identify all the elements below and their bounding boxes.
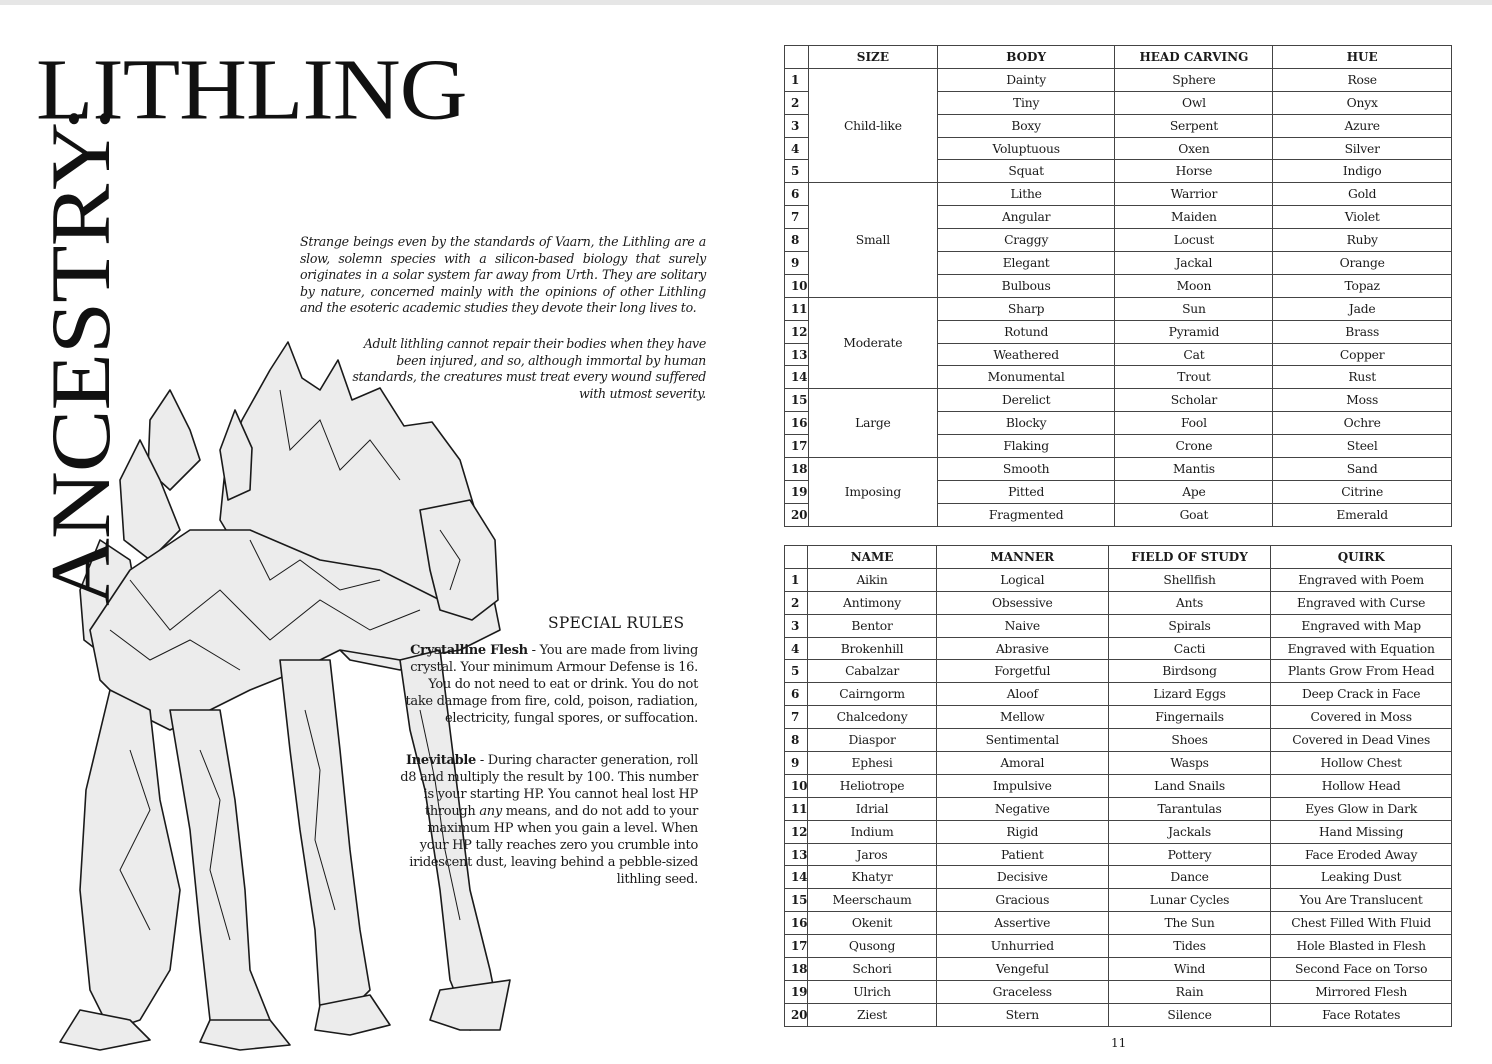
manner-cell: Rigid: [936, 820, 1108, 843]
quirk-cell: Second Face on Torso: [1271, 958, 1452, 981]
body-cell: Squat: [937, 160, 1115, 183]
table-header-cell: QUIRK: [1271, 546, 1452, 569]
name-cell: Antimony: [808, 591, 936, 614]
field-of-study-cell: Wind: [1108, 958, 1271, 981]
row-number: 14: [785, 366, 809, 389]
row-number: 17: [785, 935, 808, 958]
manner-cell: Graceless: [936, 980, 1108, 1003]
name-cell: Bentor: [808, 614, 936, 637]
head-carving-cell: Locust: [1115, 229, 1273, 252]
head-carving-cell: Crone: [1115, 435, 1273, 458]
row-number: 3: [785, 114, 809, 137]
row-number: 12: [785, 320, 809, 343]
body-cell: Angular: [937, 206, 1115, 229]
row-number: 9: [785, 252, 809, 275]
table-row: [785, 183, 1452, 206]
field-of-study-cell: Rain: [1108, 980, 1271, 1003]
body-cell: Fragmented: [937, 503, 1115, 526]
head-carving-cell: Maiden: [1115, 206, 1273, 229]
head-carving-cell: Cat: [1115, 343, 1273, 366]
quirk-cell: Engraved with Map: [1271, 614, 1452, 637]
quirk-cell: Plants Grow From Head: [1271, 660, 1452, 683]
table-header-cell: MANNER: [936, 546, 1108, 569]
top-bar: [0, 0, 1492, 5]
table-row: [785, 614, 1452, 637]
table-header-cell: HUE: [1273, 46, 1452, 69]
head-carving-cell: Ape: [1115, 480, 1273, 503]
hue-cell: Citrine: [1273, 480, 1452, 503]
head-carving-cell: Scholar: [1115, 389, 1273, 412]
row-number: 13: [785, 843, 808, 866]
manner-cell: Amoral: [936, 752, 1108, 775]
quirk-cell: Hollow Head: [1271, 774, 1452, 797]
manner-cell: Aloof: [936, 683, 1108, 706]
field-of-study-cell: Tarantulas: [1108, 797, 1271, 820]
hue-cell: Topaz: [1273, 274, 1452, 297]
body-cell: Tiny: [937, 91, 1115, 114]
intro-paragraph: Strange beings even by the standards of Vaarn, the Lithling are a slow, solemn species with a silicon-based biology that surely originates in a solar system far away from Urth. They are solitary by nature, concerned mainly with the opinions of other Lithling and the esoteric academic studies they devote their long lives to.: [300, 234, 706, 315]
table-header-cell: HEAD CARVING: [1115, 46, 1273, 69]
body-cell: Lithe: [937, 183, 1115, 206]
name-cell: Ziest: [808, 1003, 936, 1026]
row-number: 20: [785, 503, 809, 526]
rule-inevitable-text-b: means, and do not add to your maximum HP when you gain a level. When your HP tally reaches zero you crumble into iridescent dust, leaving behind a pebble-sized lithling seed.: [409, 804, 698, 887]
intro-paragraph-2: Adult lithling cannot repair their bodies when they have been injured, and so, although immortal by human standards, the creatures must treat every wound suffered with utmost severity.: [352, 336, 706, 401]
table-row: [785, 866, 1452, 889]
table-header-cell: [785, 546, 808, 569]
row-number: 10: [785, 774, 808, 797]
size-cell: Large: [808, 389, 937, 458]
table-row: [785, 68, 1452, 91]
head-carving-cell: Trout: [1115, 366, 1273, 389]
name-cell: Qusong: [808, 935, 936, 958]
body-cell: Craggy: [937, 229, 1115, 252]
manner-cell: Patient: [936, 843, 1108, 866]
body-cell: Elegant: [937, 252, 1115, 275]
row-number: 13: [785, 343, 809, 366]
row-number: 19: [785, 480, 809, 503]
body-cell: Rotund: [937, 320, 1115, 343]
manner-cell: Assertive: [936, 912, 1108, 935]
head-carving-cell: Sun: [1115, 297, 1273, 320]
row-number: 9: [785, 752, 808, 775]
rule-crystalline-title: Crystalline Flesh: [410, 643, 528, 658]
head-carving-cell: Fool: [1115, 412, 1273, 435]
row-number: 11: [785, 797, 808, 820]
hue-cell: Moss: [1273, 389, 1452, 412]
rule-inevitable-text-a: - During character generation, roll d8 and multiply the result by 100. This number is your starting HP. You cannot heal lost HP through: [400, 753, 698, 819]
quirk-cell: Covered in Dead Vines: [1271, 729, 1452, 752]
field-of-study-cell: Fingernails: [1108, 706, 1271, 729]
table-row: [785, 683, 1452, 706]
manner-cell: Obsessive: [936, 591, 1108, 614]
size-cell: Small: [808, 183, 937, 297]
head-carving-cell: Mantis: [1115, 458, 1273, 481]
hue-cell: Jade: [1273, 297, 1452, 320]
name-cell: Aikin: [808, 568, 936, 591]
name-cell: Chalcedony: [808, 706, 936, 729]
body-cell: Dainty: [937, 68, 1115, 91]
quirk-cell: Engraved with Curse: [1271, 591, 1452, 614]
manner-cell: Vengeful: [936, 958, 1108, 981]
table-row: [785, 568, 1452, 591]
table-row: [785, 820, 1452, 843]
quirk-cell: Eyes Glow in Dark: [1271, 797, 1452, 820]
hue-cell: Rust: [1273, 366, 1452, 389]
hue-cell: Ruby: [1273, 229, 1452, 252]
rule-crystalline-text: - You are made from living crystal. Your minimum Armour Defense is 16. You do not need to eat or drink. You do not take damage from fire, cold, poison, radiation, electricity, fungal spores, or suffocation.: [405, 643, 698, 726]
table-row: [785, 706, 1452, 729]
field-of-study-cell: Spirals: [1108, 614, 1271, 637]
row-number: 4: [785, 137, 809, 160]
quirk-cell: Covered in Moss: [1271, 706, 1452, 729]
special-rules-heading: SPECIAL RULES: [548, 614, 685, 632]
field-of-study-cell: The Sun: [1108, 912, 1271, 935]
manner-cell: Naive: [936, 614, 1108, 637]
name-cell: Cairngorm: [808, 683, 936, 706]
name-cell: Jaros: [808, 843, 936, 866]
field-of-study-cell: Ants: [1108, 591, 1271, 614]
row-number: 1: [785, 568, 808, 591]
hue-cell: Onyx: [1273, 91, 1452, 114]
quirk-cell: Face Rotates: [1271, 1003, 1452, 1026]
row-number: 15: [785, 389, 809, 412]
row-number: 3: [785, 614, 808, 637]
row-number: 17: [785, 435, 809, 458]
row-number: 14: [785, 866, 808, 889]
field-of-study-cell: Dance: [1108, 866, 1271, 889]
manner-cell: Impulsive: [936, 774, 1108, 797]
body-cell: Blocky: [937, 412, 1115, 435]
quirk-cell: You Are Translucent: [1271, 889, 1452, 912]
manner-cell: Unhurried: [936, 935, 1108, 958]
field-of-study-cell: Tides: [1108, 935, 1271, 958]
quirk-cell: Deep Crack in Face: [1271, 683, 1452, 706]
hue-cell: Steel: [1273, 435, 1452, 458]
manner-cell: Mellow: [936, 706, 1108, 729]
row-number: 8: [785, 729, 808, 752]
row-number: 18: [785, 458, 809, 481]
hue-cell: Rose: [1273, 68, 1452, 91]
table-row: [785, 889, 1452, 912]
hue-cell: Silver: [1273, 137, 1452, 160]
quirk-cell: Leaking Dust: [1271, 866, 1452, 889]
body-cell: Derelict: [937, 389, 1115, 412]
body-cell: Weathered: [937, 343, 1115, 366]
quirk-cell: Engraved with Poem: [1271, 568, 1452, 591]
table-row: [785, 912, 1452, 935]
name-cell: Idrial: [808, 797, 936, 820]
row-number: 16: [785, 412, 809, 435]
head-carving-cell: Serpent: [1115, 114, 1273, 137]
table-row: [785, 1003, 1452, 1026]
rule-crystalline-flesh: [400, 642, 698, 727]
rule-inevitable-emph: any: [479, 804, 502, 819]
field-of-study-cell: Pottery: [1108, 843, 1271, 866]
head-carving-cell: Pyramid: [1115, 320, 1273, 343]
head-carving-cell: Sphere: [1115, 68, 1273, 91]
field-of-study-cell: Cacti: [1108, 637, 1271, 660]
row-number: 7: [785, 706, 808, 729]
head-carving-cell: Owl: [1115, 91, 1273, 114]
name-cell: Brokenhill: [808, 637, 936, 660]
title-ancestry: ANCESTRY:: [34, 106, 128, 606]
name-cell: Indium: [808, 820, 936, 843]
appearance-table: [784, 45, 1452, 527]
table-row: [785, 297, 1452, 320]
hue-cell: Emerald: [1273, 503, 1452, 526]
row-number: 1: [785, 68, 809, 91]
head-carving-cell: Moon: [1115, 274, 1273, 297]
head-carving-cell: Jackal: [1115, 252, 1273, 275]
head-carving-cell: Oxen: [1115, 137, 1273, 160]
row-number: 6: [785, 183, 809, 206]
quirk-cell: Mirrored Flesh: [1271, 980, 1452, 1003]
personality-table: [784, 545, 1452, 1027]
name-cell: Ulrich: [808, 980, 936, 1003]
head-carving-cell: Goat: [1115, 503, 1273, 526]
table-row: [785, 591, 1452, 614]
body-cell: Pitted: [937, 480, 1115, 503]
rule-inevitable-title: Inevitable: [405, 753, 476, 768]
field-of-study-cell: Shoes: [1108, 729, 1271, 752]
row-number: 4: [785, 637, 808, 660]
personality-table-header: [785, 546, 1452, 569]
manner-cell: Abrasive: [936, 637, 1108, 660]
name-cell: Heliotrope: [808, 774, 936, 797]
body-cell: Bulbous: [937, 274, 1115, 297]
field-of-study-cell: Wasps: [1108, 752, 1271, 775]
body-cell: Voluptuous: [937, 137, 1115, 160]
field-of-study-cell: Lunar Cycles: [1108, 889, 1271, 912]
name-cell: Diaspor: [808, 729, 936, 752]
name-cell: Cabalzar: [808, 660, 936, 683]
field-of-study-cell: Lizard Eggs: [1108, 683, 1271, 706]
name-cell: Okenit: [808, 912, 936, 935]
hue-cell: Brass: [1273, 320, 1452, 343]
table-row: [785, 389, 1452, 412]
row-number: 10: [785, 274, 809, 297]
title-lithling: LITHLING: [36, 42, 467, 138]
manner-cell: Gracious: [936, 889, 1108, 912]
name-cell: Khatyr: [808, 866, 936, 889]
quirk-cell: Hole Blasted in Flesh: [1271, 935, 1452, 958]
row-number: 18: [785, 958, 808, 981]
table-row: [785, 797, 1452, 820]
row-number: 2: [785, 91, 809, 114]
size-cell: Child-like: [808, 68, 937, 182]
row-number: 12: [785, 820, 808, 843]
quirk-cell: Hand Missing: [1271, 820, 1452, 843]
row-number: 8: [785, 229, 809, 252]
row-number: 11: [785, 297, 809, 320]
manner-cell: Sentimental: [936, 729, 1108, 752]
size-cell: Moderate: [808, 297, 937, 389]
row-number: 5: [785, 160, 809, 183]
hue-cell: Gold: [1273, 183, 1452, 206]
appearance-table-header: [785, 46, 1452, 69]
body-cell: Monumental: [937, 366, 1115, 389]
table-header-cell: FIELD OF STUDY: [1108, 546, 1271, 569]
row-number: 7: [785, 206, 809, 229]
page-number: 11: [1111, 1036, 1127, 1050]
table-header-cell: BODY: [937, 46, 1115, 69]
quirk-cell: Face Eroded Away: [1271, 843, 1452, 866]
row-number: 2: [785, 591, 808, 614]
table-header-cell: SIZE: [808, 46, 937, 69]
table-row: [785, 752, 1452, 775]
table-row: [785, 458, 1452, 481]
table-row: [785, 660, 1452, 683]
field-of-study-cell: Silence: [1108, 1003, 1271, 1026]
field-of-study-cell: Land Snails: [1108, 774, 1271, 797]
quirk-cell: Hollow Chest: [1271, 752, 1452, 775]
head-carving-cell: Warrior: [1115, 183, 1273, 206]
table-header-cell: NAME: [808, 546, 936, 569]
table-row: [785, 980, 1452, 1003]
table-row: [785, 843, 1452, 866]
table-row: [785, 958, 1452, 981]
table-row: [785, 774, 1452, 797]
row-number: 6: [785, 683, 808, 706]
hue-cell: Sand: [1273, 458, 1452, 481]
body-cell: Flaking: [937, 435, 1115, 458]
body-cell: Sharp: [937, 297, 1115, 320]
quirk-cell: Chest Filled With Fluid: [1271, 912, 1452, 935]
table-row: [785, 935, 1452, 958]
hue-cell: Indigo: [1273, 160, 1452, 183]
hue-cell: Copper: [1273, 343, 1452, 366]
hue-cell: Ochre: [1273, 412, 1452, 435]
hue-cell: Orange: [1273, 252, 1452, 275]
manner-cell: Forgetful: [936, 660, 1108, 683]
manner-cell: Decisive: [936, 866, 1108, 889]
table-header-cell: [785, 46, 809, 69]
row-number: 16: [785, 912, 808, 935]
field-of-study-cell: Birdsong: [1108, 660, 1271, 683]
body-cell: Smooth: [937, 458, 1115, 481]
row-number: 5: [785, 660, 808, 683]
size-cell: Imposing: [808, 458, 937, 527]
quirk-cell: Engraved with Equation: [1271, 637, 1452, 660]
table-row: [785, 729, 1452, 752]
name-cell: Ephesi: [808, 752, 936, 775]
name-cell: Meerschaum: [808, 889, 936, 912]
field-of-study-cell: Jackals: [1108, 820, 1271, 843]
manner-cell: Logical: [936, 568, 1108, 591]
hue-cell: Azure: [1273, 114, 1452, 137]
row-number: 15: [785, 889, 808, 912]
row-number: 20: [785, 1003, 808, 1026]
row-number: 19: [785, 980, 808, 1003]
body-cell: Boxy: [937, 114, 1115, 137]
hue-cell: Violet: [1273, 206, 1452, 229]
manner-cell: Negative: [936, 797, 1108, 820]
rule-inevitable: [400, 752, 698, 888]
name-cell: Schori: [808, 958, 936, 981]
manner-cell: Stern: [936, 1003, 1108, 1026]
table-row: [785, 637, 1452, 660]
field-of-study-cell: Shellfish: [1108, 568, 1271, 591]
head-carving-cell: Horse: [1115, 160, 1273, 183]
